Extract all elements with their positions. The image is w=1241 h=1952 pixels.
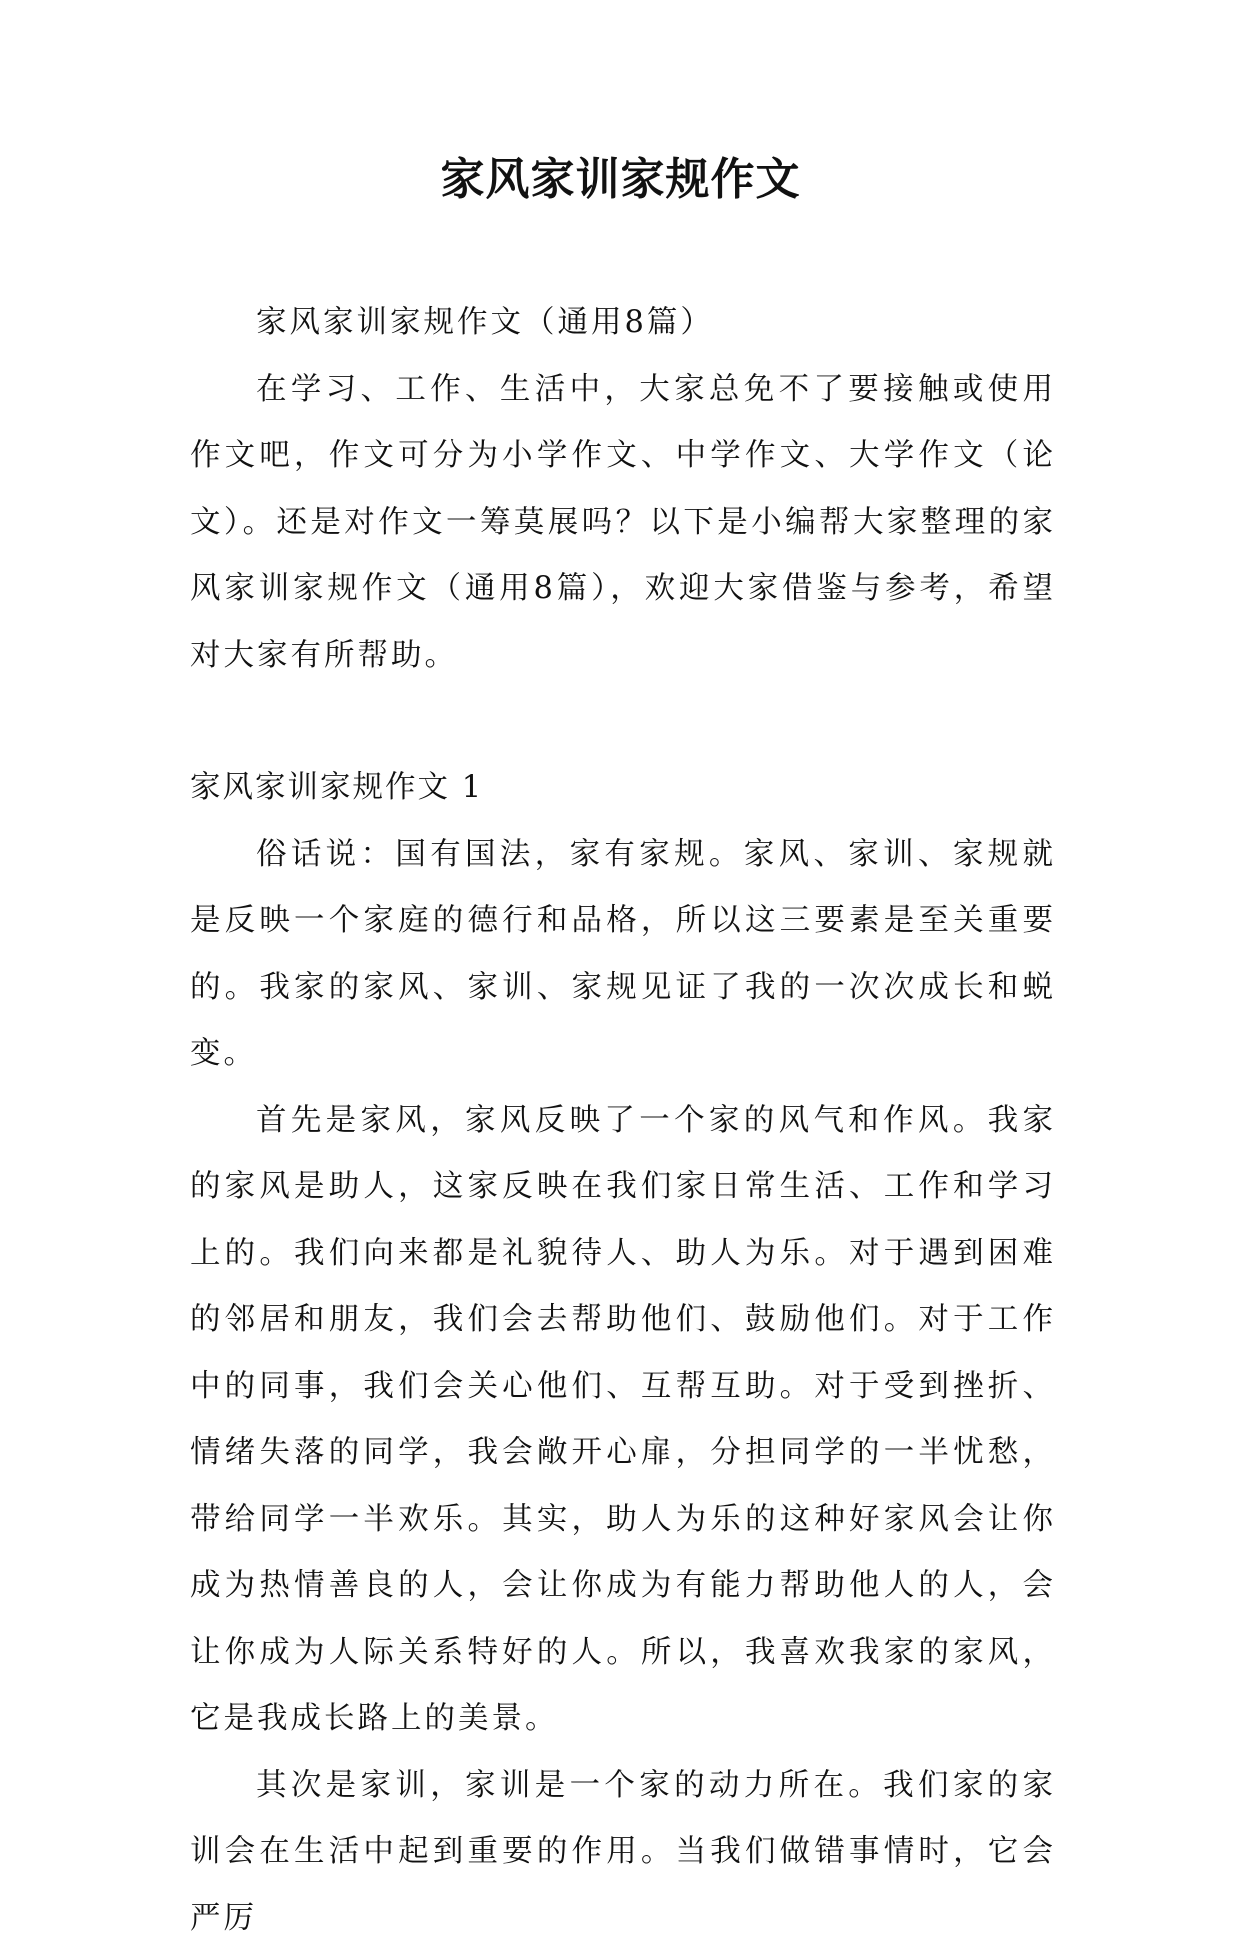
section-heading: 家风家训家规作文 1 [190, 755, 1056, 822]
body-paragraph: 俗话说：国有国法，家有家规。家风、家训、家规就是反映一个家庭的德行和品格，所以这三要素是至关重要的。我家的家风、家训、家规见证了我的一次次成长和蜕变。 [190, 822, 1056, 1088]
body-paragraph: 首先是家风，家风反映了一个家的风气和作风。我家的家风是助人，这家反映在我们家日常生活、工作和学习上的。我们向来都是礼貌待人、助人为乐。对于遇到困难的邻居和朋友，我们会去帮助他们、鼓励他们。对于工作中的同事，我们会关心他们、互帮互助。对于受到挫折、情绪失落的同学，我会敞开心扉，分担同学的一半忧愁，带给同学一半欢乐。其实，助人为乐的这种好家风会让你成为热情善良的人，会让你成为有能力帮助他人的人，会让你成为人际关系特好的人。所以，我喜欢我家的家风，它是我成长路上的美景。 [190, 1088, 1056, 1753]
document-title: 家风家训家规作文 [0, 150, 1241, 210]
intro-paragraph: 在学习、工作、生活中，大家总免不了要接触或使用作文吧，作文可分为小学作文、中学作文、大学作文（论文）。还是对作文一筹莫展吗？以下是小编帮大家整理的家风家训家规作文（通用8篇），欢迎大家借鉴与参考，希望对大家有所帮助。 [190, 357, 1056, 690]
document-body [190, 290, 1056, 1952]
document-subtitle: 家风家训家规作文（通用8篇） [190, 290, 1056, 357]
body-paragraph: 其次是家训，家训是一个家的动力所在。我们家的家训会在生活中起到重要的作用。当我们做错事情时，它会严厉 [190, 1753, 1056, 1952]
